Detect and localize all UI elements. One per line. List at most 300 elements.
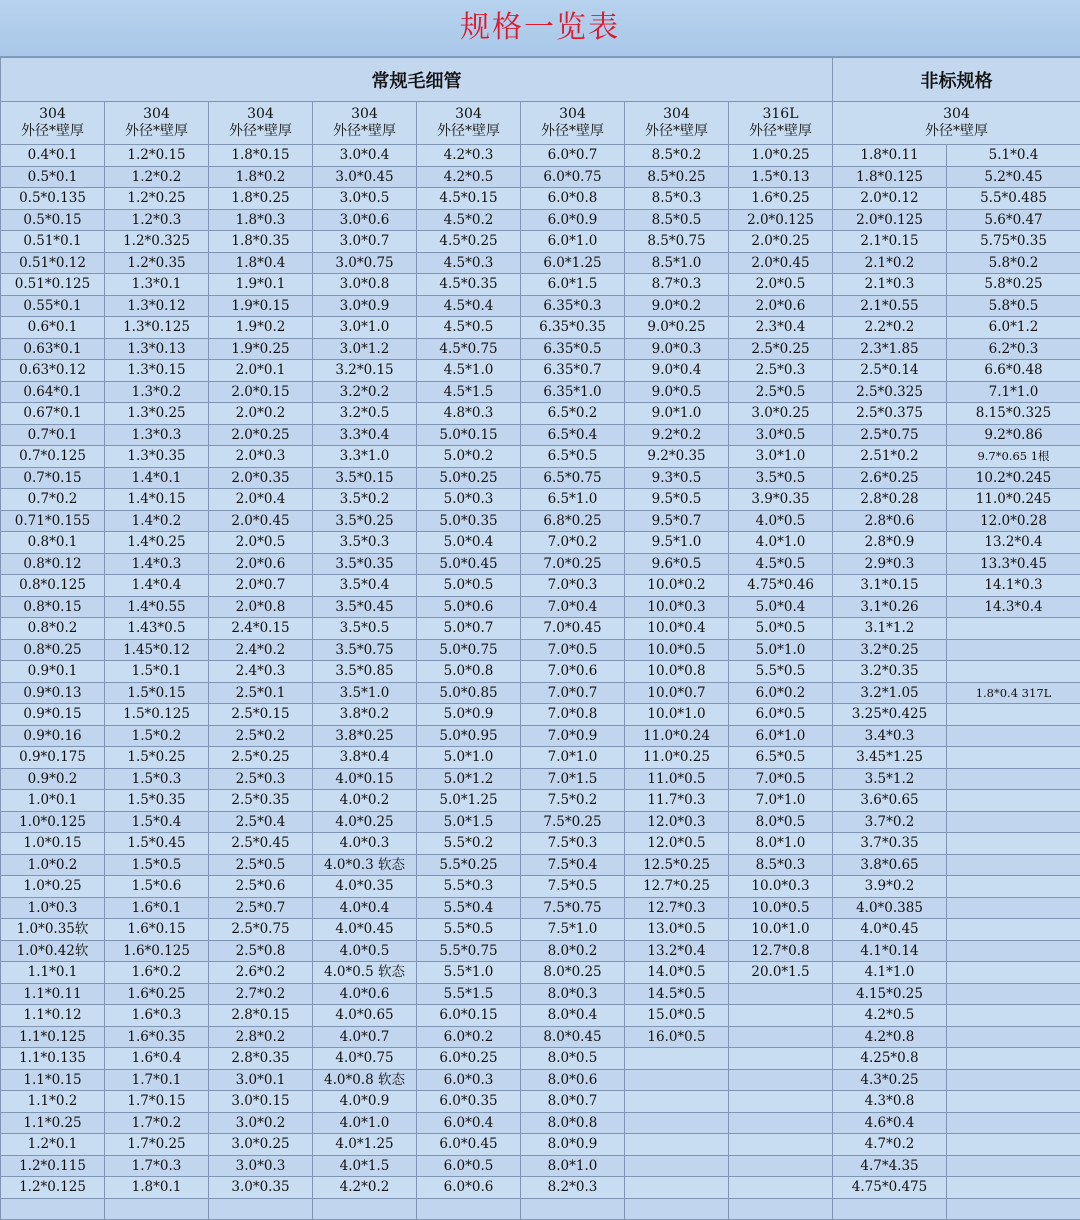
table-cell: 3.5*0.3 <box>313 532 417 554</box>
table-cell: 3.7*0.35 <box>833 833 947 855</box>
table-row <box>1 983 1080 1005</box>
table-cell: 6.5*0.2 <box>521 403 625 425</box>
table-cell: 6.5*0.5 <box>729 747 833 769</box>
table-cell: 3.1*1.2 <box>833 618 947 640</box>
table-cell <box>947 876 1080 898</box>
table-cell: 10.0*0.2 <box>625 575 729 597</box>
table-cell: 3.0*0.5 <box>313 188 417 210</box>
table-cell: 4.0*0.35 <box>313 876 417 898</box>
table-row <box>1 725 1080 747</box>
table-cell <box>947 983 1080 1005</box>
table-cell: 5.0*0.9 <box>417 704 521 726</box>
table-cell: 10.2*0.245 <box>947 467 1080 489</box>
table-cell: 6.35*1.0 <box>521 381 625 403</box>
table-cell: 2.5*0.1 <box>209 682 313 704</box>
table-cell: 4.2*0.5 <box>833 1005 947 1027</box>
table-cell: 1.3*0.12 <box>105 295 209 317</box>
table-cell: 0.7*0.1 <box>1 424 105 446</box>
table-cell: 4.5*0.2 <box>417 209 521 231</box>
table-row <box>1 1026 1080 1048</box>
table-cell: 3.5*0.85 <box>313 661 417 683</box>
table-cell: 4.0*1.5 <box>313 1155 417 1177</box>
table-cell: 20.0*1.5 <box>729 962 833 984</box>
column-header <box>313 102 417 145</box>
table-cell: 6.5*0.4 <box>521 424 625 446</box>
table-cell: 5.0*0.15 <box>417 424 521 446</box>
table-cell: 10.0*1.0 <box>729 919 833 941</box>
table-cell: 4.0*0.4 <box>313 897 417 919</box>
table-cell: 9.3*0.5 <box>625 467 729 489</box>
table-cell <box>947 1048 1080 1070</box>
table-cell <box>729 1198 833 1220</box>
table-cell: 8.0*1.0 <box>521 1155 625 1177</box>
table-cell: 0.8*0.1 <box>1 532 105 554</box>
table-cell: 1.4*0.15 <box>105 489 209 511</box>
table-cell: 2.4*0.15 <box>209 618 313 640</box>
table-cell: 9.0*0.3 <box>625 338 729 360</box>
table-cell <box>947 661 1080 683</box>
table-cell: 5.0*0.7 <box>417 618 521 640</box>
table-row <box>1 639 1080 661</box>
table-cell: 1.2*0.325 <box>105 231 209 253</box>
table-cell: 0.9*0.2 <box>1 768 105 790</box>
table-cell: 1.4*0.2 <box>105 510 209 532</box>
table-cell: 8.0*0.25 <box>521 962 625 984</box>
table-cell: 0.5*0.1 <box>1 166 105 188</box>
table-cell: 4.5*0.5 <box>417 317 521 339</box>
table-cell: 0.51*0.1 <box>1 231 105 253</box>
table-cell <box>313 1198 417 1220</box>
table-cell: 6.0*1.25 <box>521 252 625 274</box>
table-cell: 11.0*0.5 <box>625 768 729 790</box>
table-cell: 5.0*0.6 <box>417 596 521 618</box>
table-cell <box>729 1026 833 1048</box>
table-cell <box>947 854 1080 876</box>
table-cell: 5.0*0.35 <box>417 510 521 532</box>
table-row <box>1 962 1080 984</box>
table-cell: 3.0*1.0 <box>313 317 417 339</box>
table-cell: 6.8*0.25 <box>521 510 625 532</box>
table-cell: 1.8*0.4 317L <box>947 682 1080 704</box>
table-cell: 4.1*1.0 <box>833 962 947 984</box>
table-cell: 0.55*0.1 <box>1 295 105 317</box>
table-cell: 1.0*0.2 <box>1 854 105 876</box>
table-cell: 1.4*0.25 <box>105 532 209 554</box>
table-cell: 0.6*0.1 <box>1 317 105 339</box>
table-cell: 3.0*0.45 <box>313 166 417 188</box>
table-row <box>1 1091 1080 1113</box>
table-cell: 9.0*1.0 <box>625 403 729 425</box>
table-cell: 6.0*0.35 <box>417 1091 521 1113</box>
table-cell: 7.0*0.3 <box>521 575 625 597</box>
table-cell: 1.6*0.4 <box>105 1048 209 1070</box>
table-cell: 5.0*0.4 <box>417 532 521 554</box>
table-row <box>1 467 1080 489</box>
table-cell: 1.3*0.1 <box>105 274 209 296</box>
table-cell: 10.0*0.3 <box>729 876 833 898</box>
table-cell: 4.3*0.25 <box>833 1069 947 1091</box>
table-cell: 11.0*0.25 <box>625 747 729 769</box>
table-cell: 7.0*1.0 <box>729 790 833 812</box>
column-header <box>105 102 209 145</box>
table-row <box>1 252 1080 274</box>
table-cell: 1.6*0.3 <box>105 1005 209 1027</box>
column-spec: 外径*壁厚 <box>729 123 832 140</box>
table-cell: 2.5*0.35 <box>209 790 313 812</box>
table-row <box>1 1112 1080 1134</box>
table-cell: 5.5*0.5 <box>417 919 521 941</box>
table-row <box>1 854 1080 876</box>
table-cell: 12.7*0.8 <box>729 940 833 962</box>
table-cell: 1.5*0.4 <box>105 811 209 833</box>
table-cell: 0.8*0.12 <box>1 553 105 575</box>
table-cell: 5.6*0.47 <box>947 209 1080 231</box>
table-cell <box>729 1177 833 1199</box>
table-cell <box>947 1134 1080 1156</box>
table-cell: 0.7*0.15 <box>1 467 105 489</box>
table-cell: 7.5*0.4 <box>521 854 625 876</box>
table-cell: 14.5*0.5 <box>625 983 729 1005</box>
table-cell: 9.7*0.65 1根 <box>947 446 1080 468</box>
table-cell: 9.0*0.5 <box>625 381 729 403</box>
table-cell: 8.0*0.9 <box>521 1134 625 1156</box>
table-row <box>1 833 1080 855</box>
table-cell <box>947 1091 1080 1113</box>
table-row <box>1 317 1080 339</box>
table-cell: 1.0*0.15 <box>1 833 105 855</box>
table-cell <box>729 1091 833 1113</box>
column-header <box>417 102 521 145</box>
table-cell: 7.0*0.7 <box>521 682 625 704</box>
table-cell: 4.0*1.0 <box>729 532 833 554</box>
table-cell: 1.2*0.35 <box>105 252 209 274</box>
table-cell: 8.0*0.5 <box>521 1048 625 1070</box>
table-row <box>1 1069 1080 1091</box>
table-cell: 2.5*0.5 <box>729 381 833 403</box>
table-cell: 6.0*1.5 <box>521 274 625 296</box>
table-cell: 4.5*0.25 <box>417 231 521 253</box>
table-cell: 5.5*0.5 <box>729 661 833 683</box>
table-cell: 5.0*0.4 <box>729 596 833 618</box>
table-cell: 1.1*0.2 <box>1 1091 105 1113</box>
table-cell: 3.5*0.45 <box>313 596 417 618</box>
table-cell: 2.5*0.75 <box>209 919 313 941</box>
table-row <box>1 403 1080 425</box>
table-cell: 8.0*0.2 <box>521 940 625 962</box>
table-row <box>1 510 1080 532</box>
table-row <box>1 682 1080 704</box>
table-cell: 5.0*0.85 <box>417 682 521 704</box>
table-row <box>1 381 1080 403</box>
page-title: 规格一览表 <box>0 0 1080 57</box>
table-cell: 4.5*0.75 <box>417 338 521 360</box>
table-cell: 3.3*0.4 <box>313 424 417 446</box>
table-cell: 3.2*0.35 <box>833 661 947 683</box>
table-cell: 6.35*0.3 <box>521 295 625 317</box>
table-cell: 4.0*0.25 <box>313 811 417 833</box>
table-cell: 0.7*0.2 <box>1 489 105 511</box>
table-cell: 4.0*1.25 <box>313 1134 417 1156</box>
table-cell: 3.0*0.2 <box>209 1112 313 1134</box>
table-cell: 2.8*0.35 <box>209 1048 313 1070</box>
table-cell: 6.5*1.0 <box>521 489 625 511</box>
table-cell: 1.8*0.125 <box>833 166 947 188</box>
table-cell: 9.5*0.5 <box>625 489 729 511</box>
table-cell: 1.2*0.125 <box>1 1177 105 1199</box>
table-cell: 5.5*1.5 <box>417 983 521 1005</box>
table-cell: 1.45*0.12 <box>105 639 209 661</box>
table-row <box>1 274 1080 296</box>
table-cell: 0.9*0.13 <box>1 682 105 704</box>
table-cell: 5.0*1.5 <box>417 811 521 833</box>
table-cell: 4.0*0.65 <box>313 1005 417 1027</box>
table-cell: 6.35*0.5 <box>521 338 625 360</box>
table-cell: 3.5*0.5 <box>313 618 417 640</box>
table-cell: 5.0*1.0 <box>417 747 521 769</box>
table-cell: 7.0*0.2 <box>521 532 625 554</box>
table-cell: 3.2*0.5 <box>313 403 417 425</box>
table-cell: 5.0*0.5 <box>729 618 833 640</box>
table-cell: 5.75*0.35 <box>947 231 1080 253</box>
table-cell: 1.1*0.25 <box>1 1112 105 1134</box>
table-cell: 3.7*0.2 <box>833 811 947 833</box>
table-cell: 4.7*0.2 <box>833 1134 947 1156</box>
table-cell <box>947 1026 1080 1048</box>
table-cell: 2.1*0.55 <box>833 295 947 317</box>
table-cell: 0.63*0.12 <box>1 360 105 382</box>
table-cell: 4.0*0.45 <box>833 919 947 941</box>
table-cell: 0.67*0.1 <box>1 403 105 425</box>
table-cell: 2.0*0.5 <box>209 532 313 554</box>
table-cell: 0.9*0.1 <box>1 661 105 683</box>
table-cell: 6.0*0.4 <box>417 1112 521 1134</box>
table-cell: 1.0*0.3 <box>1 897 105 919</box>
table-cell: 2.5*0.2 <box>209 725 313 747</box>
table-cell: 6.0*0.9 <box>521 209 625 231</box>
table-cell: 3.4*0.3 <box>833 725 947 747</box>
table-cell: 11.0*0.24 <box>625 725 729 747</box>
table-cell <box>947 811 1080 833</box>
table-cell: 3.0*0.9 <box>313 295 417 317</box>
table-cell: 4.0*0.385 <box>833 897 947 919</box>
table-cell: 4.5*0.4 <box>417 295 521 317</box>
column-header-nonstandard <box>833 102 1080 145</box>
table-cell: 2.8*0.28 <box>833 489 947 511</box>
table-cell: 3.8*0.25 <box>313 725 417 747</box>
table-cell: 1.5*0.3 <box>105 768 209 790</box>
table-cell: 2.5*0.8 <box>209 940 313 962</box>
table-cell: 2.0*0.45 <box>209 510 313 532</box>
table-cell: 2.0*0.6 <box>209 553 313 575</box>
table-cell <box>625 1069 729 1091</box>
table-cell: 1.7*0.1 <box>105 1069 209 1091</box>
table-row <box>1 145 1080 167</box>
table-cell <box>947 919 1080 941</box>
table-cell: 3.45*1.25 <box>833 747 947 769</box>
table-cell: 6.0*0.5 <box>729 704 833 726</box>
table-cell: 2.0*0.2 <box>209 403 313 425</box>
column-grade: 304 <box>625 106 728 123</box>
table-cell: 1.6*0.35 <box>105 1026 209 1048</box>
table-cell <box>729 1112 833 1134</box>
table-cell: 5.5*0.2 <box>417 833 521 855</box>
table-cell: 2.51*0.2 <box>833 446 947 468</box>
table-cell: 2.0*0.6 <box>729 295 833 317</box>
table-row <box>1 553 1080 575</box>
table-cell: 8.0*0.4 <box>521 1005 625 1027</box>
table-cell: 1.8*0.35 <box>209 231 313 253</box>
table-row <box>1 1048 1080 1070</box>
table-cell: 2.5*0.7 <box>209 897 313 919</box>
table-cell: 6.2*0.3 <box>947 338 1080 360</box>
table-cell: 1.5*0.125 <box>105 704 209 726</box>
table-cell: 14.1*0.3 <box>947 575 1080 597</box>
table-cell <box>625 1112 729 1134</box>
table-cell: 1.3*0.13 <box>105 338 209 360</box>
table-cell: 1.7*0.25 <box>105 1134 209 1156</box>
table-cell: 8.5*0.25 <box>625 166 729 188</box>
table-cell: 7.5*0.3 <box>521 833 625 855</box>
table-cell: 4.0*0.3 软态 <box>313 854 417 876</box>
table-cell: 0.8*0.15 <box>1 596 105 618</box>
table-cell: 4.0*0.6 <box>313 983 417 1005</box>
table-cell: 2.1*0.15 <box>833 231 947 253</box>
table-cell: 6.0*0.2 <box>729 682 833 704</box>
table-cell: 2.0*0.12 <box>833 188 947 210</box>
table-cell: 2.5*0.3 <box>209 768 313 790</box>
table-cell: 3.5*0.5 <box>729 467 833 489</box>
table-row <box>1 188 1080 210</box>
column-header <box>1 102 105 145</box>
table-cell: 7.5*0.2 <box>521 790 625 812</box>
table-cell: 10.0*0.8 <box>625 661 729 683</box>
table-cell: 4.5*1.5 <box>417 381 521 403</box>
table-cell: 3.5*0.15 <box>313 467 417 489</box>
table-cell <box>947 618 1080 640</box>
table-row <box>1 1155 1080 1177</box>
table-cell: 3.0*0.35 <box>209 1177 313 1199</box>
table-cell: 4.15*0.25 <box>833 983 947 1005</box>
column-spec: 外径*壁厚 <box>625 123 728 140</box>
table-cell: 0.5*0.135 <box>1 188 105 210</box>
table-cell: 2.0*0.3 <box>209 446 313 468</box>
table-cell: 4.2*0.2 <box>313 1177 417 1199</box>
table-cell: 1.2*0.25 <box>105 188 209 210</box>
table-row <box>1 1134 1080 1156</box>
table-cell <box>105 1198 209 1220</box>
table-cell: 6.35*0.35 <box>521 317 625 339</box>
table-cell: 8.5*0.5 <box>625 209 729 231</box>
table-cell: 5.0*1.0 <box>729 639 833 661</box>
table-cell: 4.0*0.7 <box>313 1026 417 1048</box>
table-row <box>1 919 1080 941</box>
table-cell: 1.5*0.25 <box>105 747 209 769</box>
column-grade: 304 <box>833 106 1080 123</box>
table-cell: 3.5*0.35 <box>313 553 417 575</box>
table-cell: 3.0*1.2 <box>313 338 417 360</box>
table-cell: 10.0*0.5 <box>729 897 833 919</box>
table-cell: 3.0*1.0 <box>729 446 833 468</box>
table-cell: 2.0*0.8 <box>209 596 313 618</box>
table-cell: 4.75*0.46 <box>729 575 833 597</box>
table-cell: 8.2*0.3 <box>521 1177 625 1199</box>
table-cell: 2.5*0.15 <box>209 704 313 726</box>
table-cell: 0.5*0.15 <box>1 209 105 231</box>
table-row <box>1 532 1080 554</box>
table-cell: 2.4*0.2 <box>209 639 313 661</box>
column-spec: 外径*壁厚 <box>105 123 208 140</box>
table-cell: 8.0*0.5 <box>729 811 833 833</box>
table-cell: 1.1*0.12 <box>1 1005 105 1027</box>
table-cell: 3.3*1.0 <box>313 446 417 468</box>
table-cell: 1.5*0.15 <box>105 682 209 704</box>
table-cell: 10.0*0.3 <box>625 596 729 618</box>
table-cell: 1.9*0.2 <box>209 317 313 339</box>
table-cell: 1.1*0.15 <box>1 1069 105 1091</box>
table-cell: 8.0*0.7 <box>521 1091 625 1113</box>
table-cell: 15.0*0.5 <box>625 1005 729 1027</box>
table-cell <box>625 1177 729 1199</box>
table-cell: 3.25*0.425 <box>833 704 947 726</box>
table-cell: 5.8*0.5 <box>947 295 1080 317</box>
table-cell: 5.0*0.5 <box>417 575 521 597</box>
table-cell: 0.9*0.15 <box>1 704 105 726</box>
table-cell: 1.3*0.35 <box>105 446 209 468</box>
table-cell: 12.7*0.25 <box>625 876 729 898</box>
table-cell: 6.0*0.8 <box>521 188 625 210</box>
table-cell <box>521 1198 625 1220</box>
table-cell: 13.2*0.4 <box>947 532 1080 554</box>
table-cell: 1.0*0.25 <box>729 145 833 167</box>
table-cell: 4.25*0.8 <box>833 1048 947 1070</box>
table-cell: 4.0*0.2 <box>313 790 417 812</box>
table-cell: 2.5*0.325 <box>833 381 947 403</box>
table-cell: 7.0*1.0 <box>521 747 625 769</box>
table-cell: 6.0*0.15 <box>417 1005 521 1027</box>
table-cell: 8.15*0.325 <box>947 403 1080 425</box>
table-cell: 1.0*0.42软 <box>1 940 105 962</box>
table-cell: 5.8*0.25 <box>947 274 1080 296</box>
table-cell: 5.1*0.4 <box>947 145 1080 167</box>
table-cell <box>947 1155 1080 1177</box>
table-cell: 5.0*1.25 <box>417 790 521 812</box>
table-cell: 0.4*0.1 <box>1 145 105 167</box>
spec-rows <box>1 145 1080 1220</box>
table-cell: 3.8*0.2 <box>313 704 417 726</box>
table-cell: 1.2*0.115 <box>1 1155 105 1177</box>
table-cell: 13.3*0.45 <box>947 553 1080 575</box>
table-cell: 5.8*0.2 <box>947 252 1080 274</box>
table-cell: 4.0*0.75 <box>313 1048 417 1070</box>
table-cell: 7.1*1.0 <box>947 381 1080 403</box>
table-cell: 4.5*0.35 <box>417 274 521 296</box>
table-cell: 5.0*0.95 <box>417 725 521 747</box>
table-cell: 1.5*0.1 <box>105 661 209 683</box>
table-cell: 1.0*0.125 <box>1 811 105 833</box>
table-cell: 2.3*0.4 <box>729 317 833 339</box>
table-cell: 2.5*0.5 <box>209 854 313 876</box>
table-cell: 2.0*0.15 <box>209 381 313 403</box>
table-cell: 13.0*0.5 <box>625 919 729 941</box>
table-cell <box>947 725 1080 747</box>
table-cell: 1.4*0.3 <box>105 553 209 575</box>
table-cell: 1.2*0.2 <box>105 166 209 188</box>
table-cell: 2.5*0.25 <box>209 747 313 769</box>
table-cell: 5.5*0.4 <box>417 897 521 919</box>
table-cell: 1.1*0.1 <box>1 962 105 984</box>
table-cell: 3.0*0.25 <box>209 1134 313 1156</box>
table-cell: 5.5*1.0 <box>417 962 521 984</box>
